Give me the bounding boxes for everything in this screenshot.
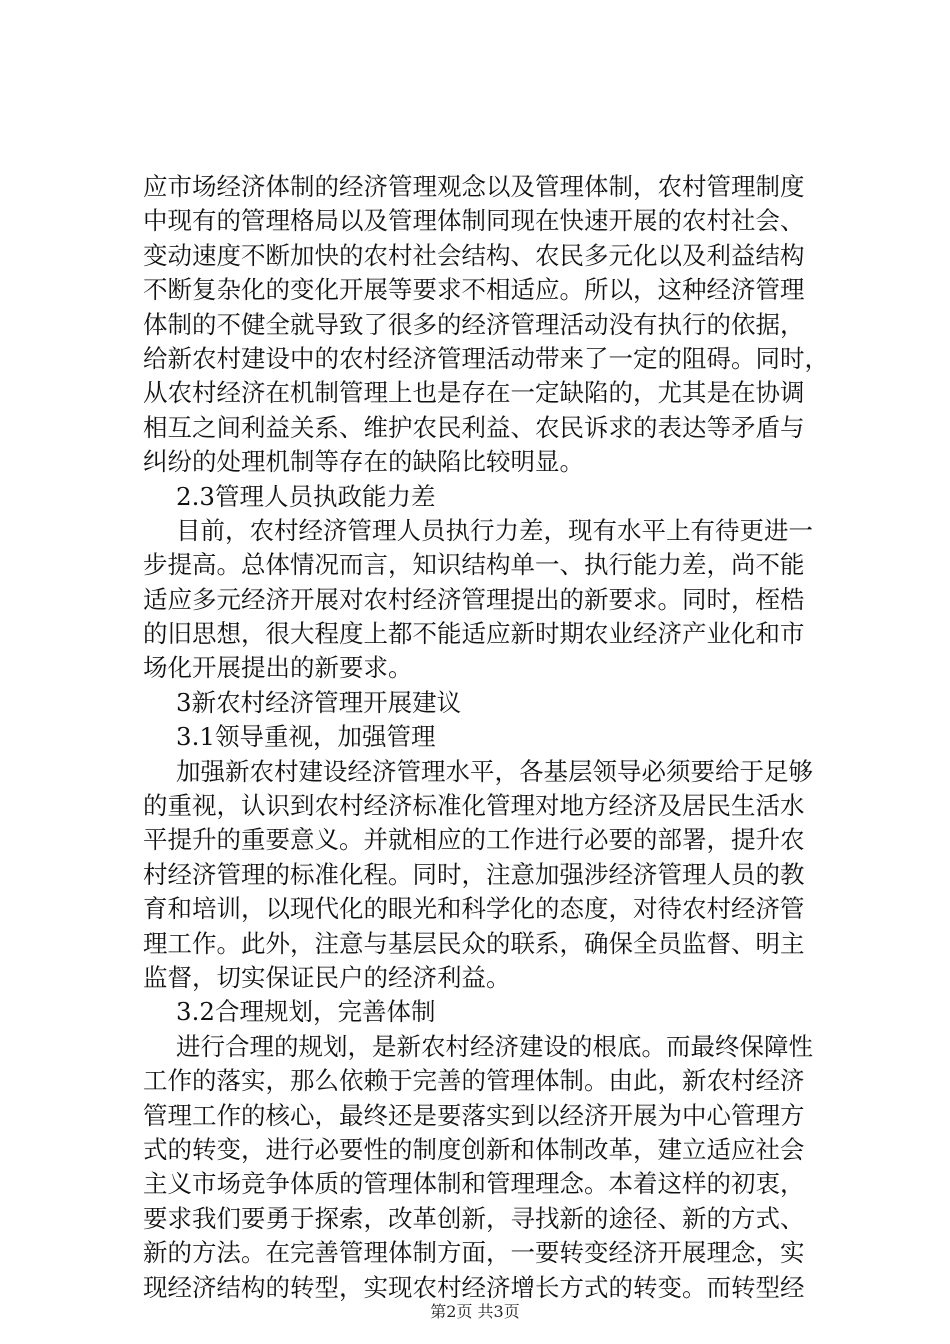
- text-line: 要求我们要勇于探索，改革创新，寻找新的途径、新的方式、: [143, 1203, 805, 1233]
- text-line: 的重视，认识到农村经济标准化管理对地方经济及居民生活水: [143, 791, 805, 821]
- text-line: 管理工作的核心，最终还是要落实到以经济开展为中心管理方: [143, 1100, 805, 1130]
- text-line: 相互之间利益关系、维护农民利益、农民诉求的表达等矛盾与: [143, 412, 805, 442]
- section-heading: 3.2合理规划，完善体制: [176, 997, 436, 1027]
- text-line: 理工作。此外，注意与基层民众的联系，确保全员监督、明主: [143, 928, 805, 958]
- text-line: 给新农村建设中的农村经济管理活动带来了一定的阻碍。同时，: [143, 343, 829, 373]
- text-line: 适应多元经济开展对农村经济管理提出的新要求。同时，桎梏: [143, 584, 805, 614]
- section-heading: 2.3管理人员执政能力差: [176, 481, 436, 511]
- text-line: 场化开展提出的新要求。: [143, 653, 413, 683]
- text-line: 进行合理的规划，是新农村经济建设的根底。而最终保障性: [176, 1031, 813, 1061]
- text-line: 平提升的重要意义。并就相应的工作进行必要的部署，提升农: [143, 825, 805, 855]
- text-line: 监督，切实保证民户的经济利益。: [143, 962, 511, 992]
- text-line: 中现有的管理格局以及管理体制同现在快速开展的农村社会、: [143, 206, 805, 236]
- text-line: 育和培训，以现代化的眼光和科学化的态度，对待农村经济管: [143, 894, 805, 924]
- text-line: 加强新农村建设经济管理水平，各基层领导必须要给于足够: [176, 756, 813, 786]
- text-line: 式的转变，进行必要性的制度创新和体制改革，建立适应社会: [143, 1134, 805, 1164]
- text-line: 不断复杂化的变化开展等要求不相适应。所以，这种经济管理: [143, 275, 805, 305]
- text-line: 的旧思想，很大程度上都不能适应新时期农业经济产业化和市: [143, 619, 805, 649]
- text-line: 步提高。总体情况而言，知识结构单一、执行能力差，尚不能: [143, 550, 805, 580]
- text-line: 现经济结构的转型，实现农村经济增长方式的转变。而转型经: [143, 1272, 805, 1302]
- body-text: [143, 170, 855, 1305]
- section-heading: 3.1领导重视，加强管理: [176, 722, 436, 752]
- text-line: 目前，农村经济管理人员执行力差，现有水平上有待更进一: [176, 515, 813, 545]
- text-line: 从农村经济在机制管理上也是存在一定缺陷的，尤其是在协调: [143, 378, 805, 408]
- text-line: 变动速度不断加快的农村社会结构、农民多元化以及利益结构: [143, 240, 805, 270]
- page-number-footer: 第2页 共3页: [430, 1302, 520, 1321]
- text-line: 应市场经济体制的经济管理观念以及管理体制，农村管理制度: [143, 172, 805, 201]
- text-line: 纠纷的处理机制等存在的缺陷比较明显。: [143, 447, 584, 477]
- text-line: 主义市场竞争体质的管理体制和管理理念。本着这样的初衷，: [143, 1169, 805, 1199]
- text-line: 新的方法。在完善管理体制方面，一要转变经济开展理念，实: [143, 1238, 805, 1268]
- text-line: 体制的不健全就导致了很多的经济管理活动没有执行的依据，: [143, 309, 805, 339]
- text-line: 村经济管理的标准化程。同时，注意加强涉经济管理人员的教: [143, 859, 805, 889]
- section-heading: 3新农村经济管理开展建议: [176, 687, 462, 717]
- text-line: 工作的落实，那么依赖于完善的管理体制。由此，新农村经济: [143, 1066, 805, 1096]
